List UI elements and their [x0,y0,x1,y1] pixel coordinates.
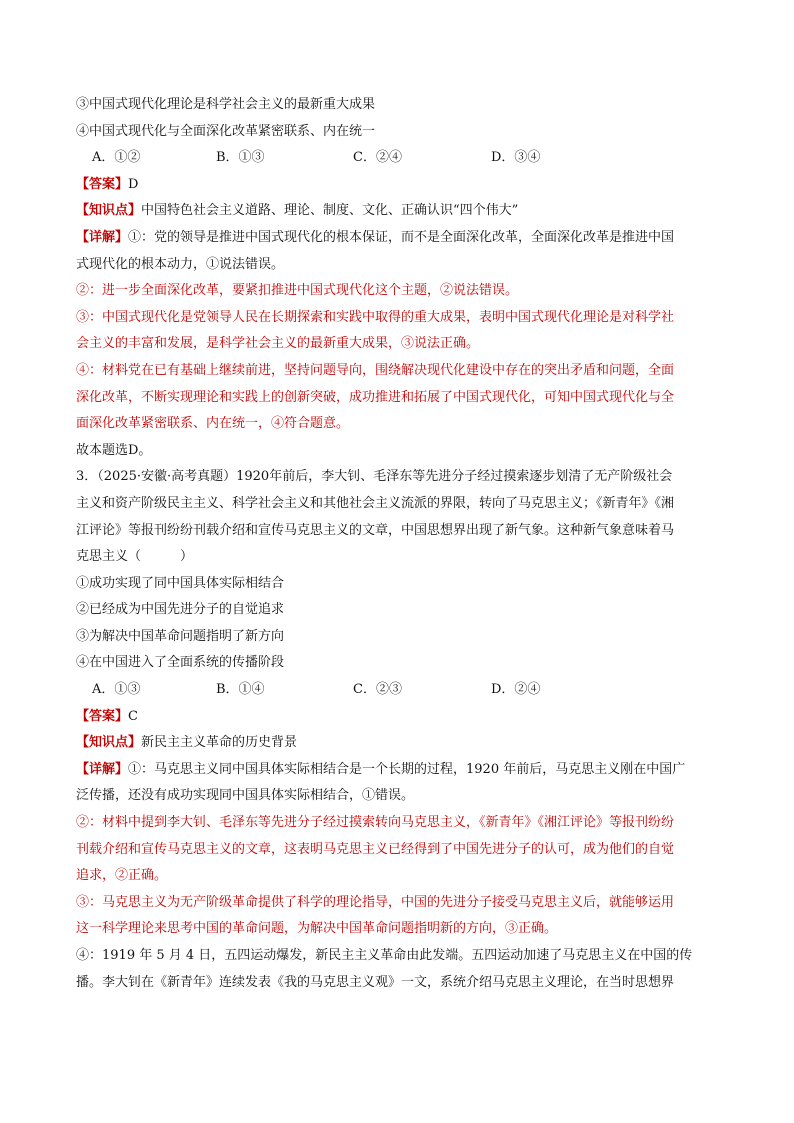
knowledge-value: 新民主主义革命的历史背景 [141,735,298,751]
q2-detail-1 [76,225,720,252]
detail-text: ①：马克思主义同中国具体实际相结合是一个长期的过程，1920 年前后，马克思主义刚在中国广 [128,761,686,777]
document-page [76,92,720,996]
q3-answer [76,704,720,731]
knowledge-tag: 【知识点】 [76,735,142,751]
answer-tag: 【答案】 [76,708,129,724]
q3-stem-3: 江评论》等报刊纷纷刊载介绍和宣传马克思主义的文章，中国思想界出现了新气象。这种新气象意味着马 [76,522,675,538]
q3-detail-2-cont: 刊载介绍和宣传马克思主义的文章，这表明马克思主义已经得到了中国先进分子的认可，成为他们的自觉 [76,841,675,857]
q3-detail-2: ②：材料中提到李大钊、毛泽东等先进分子经过摸索转向马克思主义，《新青年》《湘江评论》等报刊纷纷 [76,815,675,831]
q3-detail-3-cont: 这一科学理论来思考中国的革命问题，为解决中国革命问题指明新的方向，③正确。 [76,921,558,937]
q2-options [76,145,720,172]
q2-detail-3: ③：中国式现代化是党领导人民在长期探索和实践中取得的重大成果，表明中国式现代化理论是对科学社 [76,309,675,325]
q3-knowledge [76,730,720,757]
q3-stem-1: 3．（2025·安徽·高考真题）1920年前后，李大钊、毛泽东等先进分子经过摸索逐步划清了无产阶级社会 [76,469,673,485]
q2-option-c: C．②④ [353,150,402,166]
q3-statement-3: ③为解决中国革命问题指明了新方向 [76,628,285,644]
q3-option-d: D．②④ [491,682,541,698]
q3-option-a: A．①③ [92,682,141,698]
q3-detail-1-cont: 泛传播，还没有成功实现同中国具体实际相结合，①错误。 [76,788,415,804]
detail-tag: 【详解】 [76,229,129,245]
q3-detail-4-cont: 播。李大钊在《新青年》连续发表《我的马克思主义观》一文，系统介绍马克思主义理论，在当时思想界 [76,974,675,990]
q2-option-a: A．①② [92,150,141,166]
answer-value: C [128,708,138,724]
q3-option-b: B．①④ [216,682,265,698]
q3-detail-3: ③：马克思主义为无产阶级革命提供了科学的理论指导，中国的先进分子接受马克思主义后，就能够运用 [76,894,675,910]
q3-detail-4: ④：1919 年 5 月 4 日，五四运动爆发，新民主主义革命由此发端。五四运动加速了马克思主义在中国的传 [76,948,693,963]
q2-detail-1-cont: 式现代化的根本动力，①说法错误。 [76,256,285,272]
answer-tag: 【答案】 [76,176,129,192]
q2-detail-4-cont: 深化改革，不断实现理论和实践上的创新突破，成功推进和拓展了中国式现代化，可知中国式现代化与全 [76,389,675,405]
q2-detail-4: ④：材料党在已有基础上继续前进，坚持问题导向，围绕解决现代化建设中存在的突出矛盾和问题，全面 [76,362,675,378]
q2-detail-2: ②：进一步全面深化改革，要紧扣推进中国式现代化这个主题，②说法错误。 [76,283,519,299]
answer-value: D [128,176,139,192]
detail-text: ①：党的领导是推进中国式现代化的根本保证，而不是全面深化改革，全面深化改革是推进中国 [128,229,675,245]
q2-knowledge [76,198,720,225]
q2-statement-4: ④中国式现代化与全面深化改革紧密联系、内在统一 [76,123,376,139]
q2-detail-3-cont: 会主义的丰富和发展，是科学社会主义的最新重大成果，③说法正确。 [76,336,480,352]
q3-detail-1 [76,757,720,784]
q3-statement-2: ②已经成为中国先进分子的自觉追求 [76,602,285,618]
q3-option-c: C．②③ [353,682,402,698]
q2-statement-3: ③中国式现代化理论是科学社会主义的最新重大成果 [76,97,376,112]
knowledge-tag: 【知识点】 [76,203,142,219]
q2-answer [76,172,720,199]
q2-option-d: D．③④ [491,150,541,166]
q3-options [76,677,720,704]
knowledge-value: 中国特色社会主义道路、理论、制度、文化、正确认识“四个伟大” [141,203,519,219]
q2-conclusion: 故本题选D。 [76,442,152,458]
q3-stem-4: 克思主义（ ） [76,549,194,565]
q3-statement-1: ①成功实现了同中国具体实际相结合 [76,575,285,591]
q2-option-b: B．①③ [216,150,265,166]
q3-stem-2: 主义和资产阶级民主主义、科学社会主义和其他社会主义流派的界限，转向了马克思主义；《新青年》《湘 [76,495,675,511]
detail-tag: 【详解】 [76,761,129,777]
q3-detail-2-cont2: 追求，②正确。 [76,868,168,884]
q3-statement-4: ④在中国进入了全面系统的传播阶段 [76,655,285,671]
q2-detail-4-cont2: 面深化改革紧密联系、内在统一，④符合题意。 [76,416,350,432]
